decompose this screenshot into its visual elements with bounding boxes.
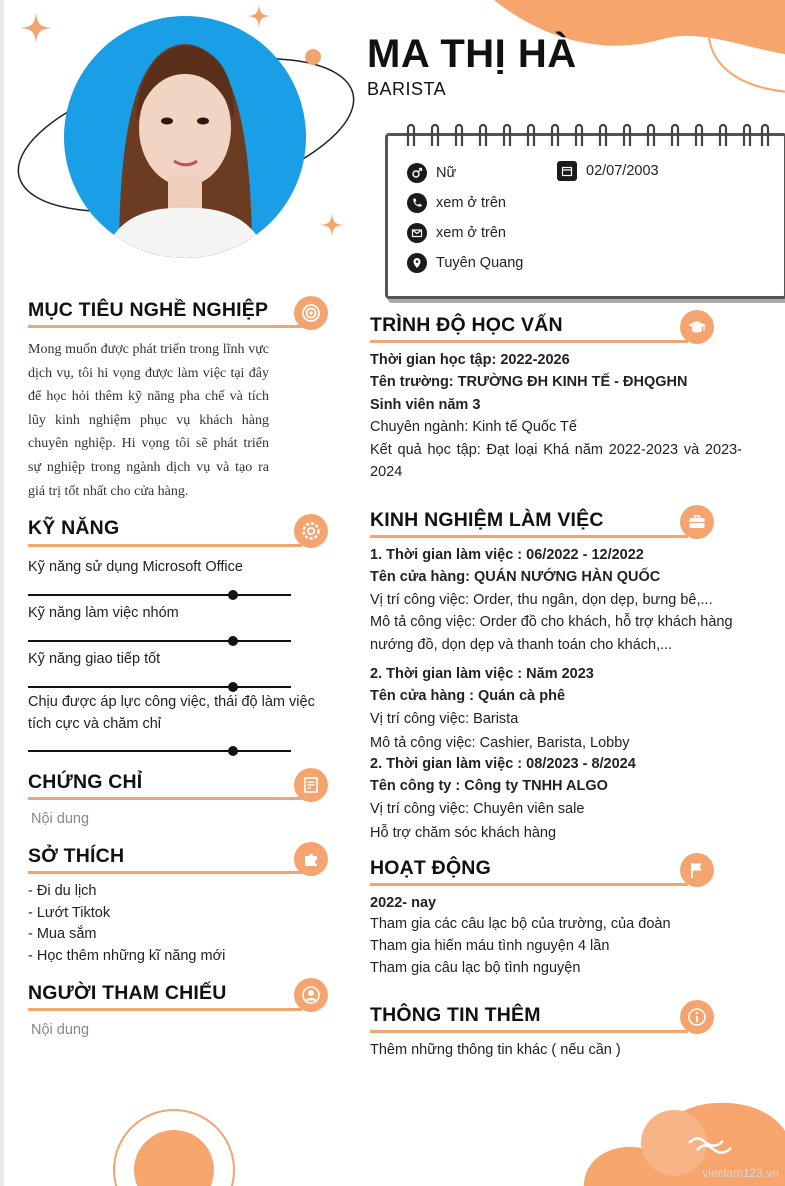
skills-heading: KỸ NĂNG	[28, 517, 120, 539]
activities-period: 2022- nay	[370, 895, 437, 911]
skill-label: Chịu được áp lực công việc, thái độ làm việc tích cực và chăm chỉ	[28, 694, 315, 732]
email-value: xem ở trên	[436, 225, 506, 241]
certificate-icon	[294, 768, 328, 802]
job-position: Vị trí công việc: Order, thu ngân, dọn dẹp, bưng bê,...	[370, 591, 713, 608]
experience-divider	[370, 535, 688, 538]
job-description: Mô tả công việc: Order đồ cho khách, hỗ trợ khách hàng nướng đồ, dọn dẹp và thanh toán cho khách,...	[370, 614, 733, 653]
hobbies-heading: SỞ THÍCH	[28, 845, 125, 867]
job-company: Tên công ty : Công ty TNHH ALGO	[370, 778, 608, 795]
briefcase-icon	[680, 505, 714, 539]
hobbies-list	[28, 881, 225, 967]
birthdate-value: 02/07/2003	[586, 163, 659, 179]
education-result: Kết quả học tập: Đạt loại Khá năm 2022-2023 và 2023-2024	[370, 441, 742, 481]
puzzle-icon	[294, 842, 328, 876]
star-decoration-top	[247, 4, 271, 28]
address-row	[407, 253, 523, 273]
gear-icon	[294, 514, 328, 548]
target-icon	[294, 296, 328, 330]
phone-row	[407, 193, 506, 213]
education-heading: TRÌNH ĐỘ HỌC VẤN	[370, 314, 563, 336]
education-divider	[370, 340, 688, 343]
user-icon	[294, 978, 328, 1012]
job-company: Tên cửa hàng : Quán cà phê	[370, 688, 566, 705]
skill-level-marker	[228, 746, 238, 756]
birthdate-row	[557, 161, 659, 181]
objective-text: Mong muốn được phát triển trong lĩnh vực dịch vụ, tôi hi vọng được làm việc tại đây để học hỏi thêm kỹ năng pha chế và tích lũy kinh nghiệm phục vụ khách hàng chuyên nghiệp. Hi vọng tôi sẽ phát triển sự nghiệp trong ngành dịch vụ và tạo ra giá trị tốt nhất cho cửa hàng.	[28, 342, 269, 499]
skill-label: Kỹ năng giao tiếp tốt	[28, 651, 161, 667]
candidate-name: MA THỊ HÀ	[367, 32, 577, 76]
bottom-left-decoration	[104, 1090, 274, 1186]
education-major: Chuyên ngành: Kinh tế Quốc Tế	[370, 419, 577, 436]
hobbies-divider	[28, 871, 302, 874]
gender-icon	[407, 163, 427, 183]
certificates-content: Nội dung	[31, 811, 90, 827]
job-position: Vị trí công việc: Barista	[370, 710, 519, 727]
flag-icon	[680, 853, 714, 887]
references-heading: NGƯỜI THAM CHIẾU	[28, 982, 227, 1004]
certificates-divider	[28, 797, 302, 800]
additional-divider	[370, 1030, 688, 1033]
phone-value: xem ở trên	[436, 195, 506, 211]
references-divider	[28, 1008, 302, 1011]
job-company: Tên cửa hàng: QUÁN NƯỚNG HÀN QUỐC	[370, 569, 661, 586]
education-period: Thời gian học tập: 2022-2026	[370, 352, 570, 368]
skill-level-marker	[228, 590, 238, 600]
activities-details	[370, 892, 742, 979]
experience-heading: KINH NGHIỆM LÀM VIỆC	[370, 509, 604, 531]
additional-heading: THÔNG TIN THÊM	[370, 1004, 541, 1026]
job-period: 2. Thời gian làm việc : 08/2023 - 8/2024	[370, 756, 636, 772]
skill-level-bar	[28, 594, 291, 596]
job-title: BARISTA	[367, 79, 447, 99]
activities-heading: HOẠT ĐỘNG	[370, 857, 491, 879]
watermark-text: vieclam123.vn	[702, 1166, 779, 1180]
info-icon	[680, 1000, 714, 1034]
profile-photo	[64, 16, 306, 258]
additional-content: Thêm những thông tin khác ( nếu cần )	[370, 1042, 621, 1058]
education-year: Sinh viên năm 3	[370, 396, 481, 413]
objective-divider	[28, 325, 302, 328]
email-icon	[407, 223, 427, 243]
objective-heading: MỤC TIÊU NGHỀ NGHIỆP	[28, 299, 269, 321]
job-period: 1. Thời gian làm việc : 06/2022 - 12/2022	[370, 547, 644, 563]
graduation-cap-icon	[680, 310, 714, 344]
skill-level-bar	[28, 686, 291, 688]
job-position: Vị trí công việc: Chuyên viên sale	[370, 800, 585, 817]
skill-level-bar	[28, 640, 291, 642]
phone-icon	[407, 193, 427, 213]
hobby-item: - Mua sắm	[28, 926, 97, 943]
contact-card	[385, 133, 785, 299]
activity-item: Tham gia các câu lạc bộ của trường, của đoàn	[370, 916, 671, 933]
gender-row	[407, 163, 456, 183]
certificates-heading: CHỨNG CHỈ	[28, 771, 143, 793]
email-row	[407, 223, 506, 243]
calendar-icon	[557, 161, 577, 181]
hobby-item: - Đi du lịch	[28, 883, 97, 899]
hobby-item: - Lướt Tiktok	[28, 904, 111, 921]
activities-divider	[370, 883, 688, 886]
job-period: 2. Thời gian làm việc : Năm 2023	[370, 666, 594, 682]
notepad-spiral-rings	[400, 122, 776, 148]
experience-job	[370, 753, 742, 845]
location-pin-icon	[407, 253, 427, 273]
activity-item: Tham gia hiến máu tình nguyện 4 lần	[370, 938, 610, 954]
job-description: Mô tả công việc: Cashier, Barista, Lobby	[370, 735, 630, 752]
activity-item: Tham gia câu lạc bộ tình nguyện	[370, 959, 581, 976]
references-content: Nội dung	[31, 1022, 90, 1038]
skill-level-marker	[228, 636, 238, 646]
experience-job	[370, 544, 742, 656]
skill-label: Kỹ năng sử dụng Microsoft Office	[28, 559, 243, 575]
skill-label: Kỹ năng làm việc nhóm	[28, 605, 179, 621]
skills-divider	[28, 544, 302, 547]
hobby-item: - Học thêm những kĩ năng mới	[28, 947, 226, 964]
job-description: Hỗ trợ chăm sóc khách hàng	[370, 825, 557, 842]
address-value: Tuyên Quang	[436, 255, 524, 271]
experience-job	[370, 663, 742, 755]
education-school: Tên trường: TRƯỜNG ĐH KINH TẾ - ĐHQGHN	[370, 374, 688, 391]
person-avatar-illustration	[64, 16, 306, 258]
skill-level-bar	[28, 750, 291, 752]
education-details	[370, 349, 742, 483]
gender-value: Nữ	[436, 165, 457, 181]
